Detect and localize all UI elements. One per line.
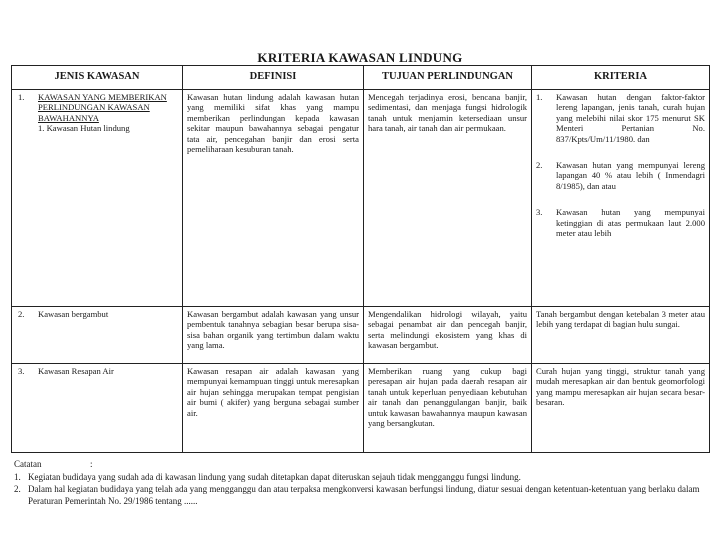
header-jenis-kawasan: JENIS KAWASAN [12,66,183,90]
jenis-label: Kawasan bergambut [38,309,109,319]
document-title: KRITERIA KAWASAN LINDUNG [257,50,463,65]
tujuan-cell: Memberikan ruang yang cukup bagi peresapan air hujan pada daerah resapan air tanah untuk keperluan penyediaan kebutuhan air tanah dan penanggulangan banjir, baik untuk kawasan bawahannya maupun kawasan yang bersangkutan. [364,364,532,453]
jenis-cell [12,90,183,307]
definisi-cell: Kawasan hutan lindung adalah kawasan hutan yang memiliki sifat khas yang mampu memberikan perlindungan kepada kawasan sekitar maupun bawahannya sebagai pengatur tata air, pencegahan banjir dan erosi serta pemeliharaan kesuburan tanah. [183,90,364,307]
table-row [12,307,710,364]
tujuan-cell: Mengendalikan hidrologi wilayah, yaitu sebagai penambat air dan pencegah banjir, serta melindungi ekosistem yang khas di kawasan bergambut. [364,307,532,364]
kriteria-item: 3. Kawasan hutan yang mempunyai ketinggian di atas permukaan laut 2.000 meter atau lebih [536,207,705,239]
notes-colon: : [90,459,93,469]
kriteria-cell: Tanah bergambut dengan ketebalan 3 meter atau lebih yang terdapat di bagian hulu sungai. [532,307,710,364]
jenis-label: Kawasan Resapan Air [38,366,114,376]
notes-section [14,458,710,507]
kriteria-item: 2. Kawasan hutan yang mempunyai lereng lapangan 40 % atau lebih ( Inmendagri 8/1985), dan atau [536,160,705,191]
jenis-main-label: KAWASAN YANG MEMBERIKAN PERLINDUNGAN KAWASAN BAWAHANNYA [38,92,167,123]
kriteria-item: 1. Kawasan hutan dengan faktor-faktor lereng lapangan, jenis tanah, curah hujan yang melebihi nilai skor 175 menurut SK Menteri Pertanian No. 837/Kpts/Um/11/1980. dan [536,92,705,144]
note-item: 1. Kegiatan budidaya yang sudah ada di kawasan lindung yang sudah ditetapkan dapat diteruskan sejauh tidak mengganggu fungsi lindung. [14,472,521,482]
notes-label: Catatan [14,459,42,469]
definisi-cell: Kawasan bergambut adalah kawasan yang unsur pembentuk tanahnya sebagian besar berupa sisa-sisa bahan organik yang tertimbun dalam waktu yang lama. [183,307,364,364]
jenis-sub-label: 1. Kawasan Hutan lindung [38,123,130,134]
table-row [12,364,710,453]
kriteria-cell: Curah hujan yang tinggi, struktur tanah yang mudah meresapkan air dan bentuk geomorfologi yang mampu meresapkan air hujan secara besar-besaran. [532,364,710,453]
header-tujuan-perlindungan: TUJUAN PERLINDUNGAN [364,66,532,90]
row-number: 1. [18,92,25,102]
header-kriteria: KRITERIA [532,66,710,90]
header-definisi: DEFINISI [183,66,364,90]
tujuan-cell: Mencegah terjadinya erosi, bencana banjir, sedimentasi, dan menjaga fungsi hidrologik tanah untuk menjamin ketersediaan unsur hara tanah, air tanah dan air permukaan. [364,90,532,307]
kriteria-cell [532,90,710,307]
note-item: 2. Dalam hal kegiatan budidaya yang telah ada yang mengganggu dan atau terpaksa mengkonversi kawasan berfungsi lindung, diatur sesuai dengan ketentuan-ketentuan yang berlaku dalam Peraturan Pemerintah No. 29/1986 tentang ...... [14,484,700,506]
criteria-table [11,65,710,453]
table-header-row [12,66,710,90]
table-row [12,90,710,307]
jenis-cell: 3. Kawasan Resapan Air [12,364,183,453]
definisi-cell: Kawasan resapan air adalah kawasan yang mempunyai kemampuan tinggi untuk meresapkan air hujan sehingga merupakan tempat pengisian air bumi ( akifer) yang berguna sebagai sumber air. [183,364,364,453]
jenis-cell: 2. Kawasan bergambut [12,307,183,364]
